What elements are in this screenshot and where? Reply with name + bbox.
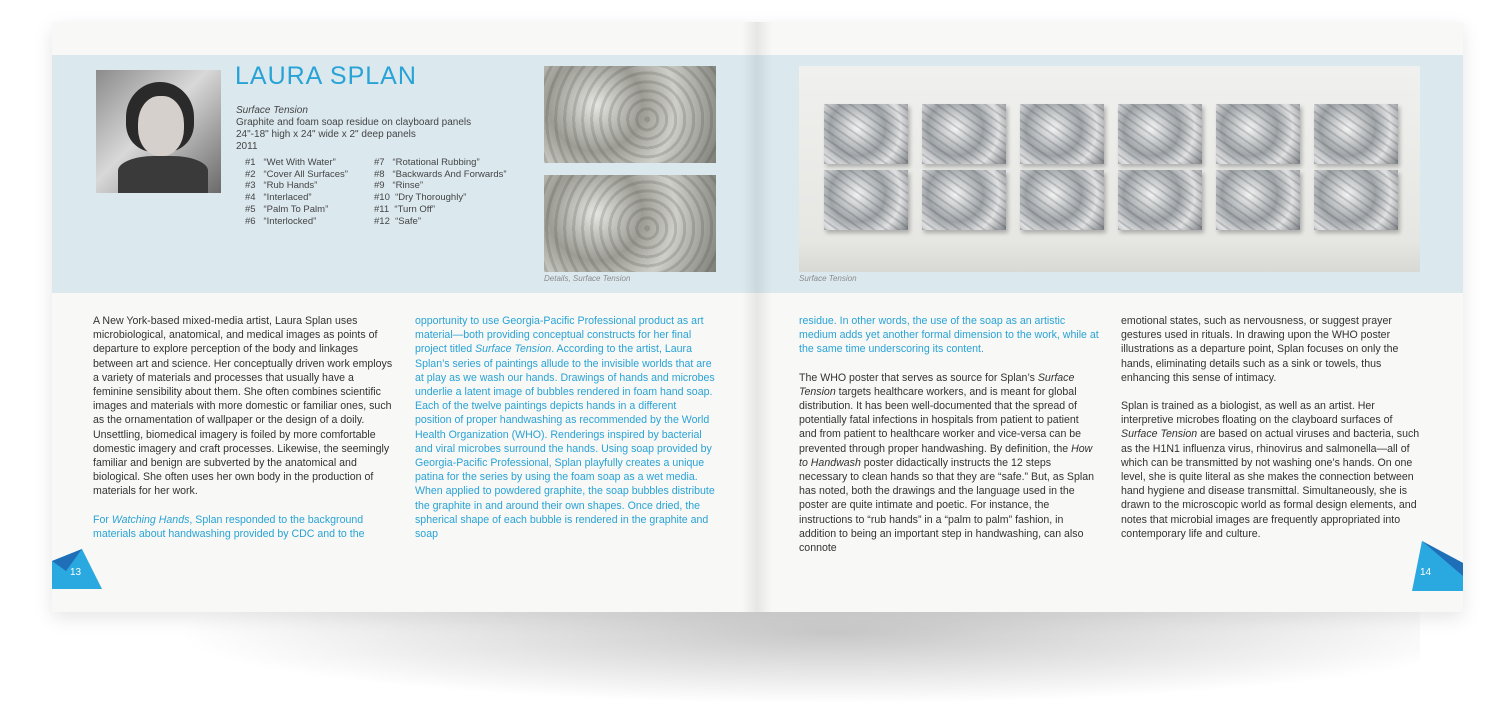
artist-name: LAURA SPLAN xyxy=(235,62,417,90)
artist-portrait xyxy=(96,70,221,193)
paragraph: For Watching Hands, Splan responded to the background materials about handwashing provided by CDC and to the xyxy=(93,513,365,540)
paragraph: A New York-based mixed-media artist, Laura Splan uses microbiological, anatomical, and medical images as points of departure to explore perception of the body and linkages between art and science. Her conceptually driven work employs a variety of materials and processes that usually have a feminine sensibility about them. She often combines scientific images and materials with more domestic or familiar ones, such as the ornamentation of wallpaper or the design of a doily. Unsettling, biomedical imagery is foiled by more comfortable domestic imagery and craft processes. Likewise, the seemingly familiar and benign are subverted by the anatomical and biological. She often uses her own body in the production of materials for her work. xyxy=(93,315,393,498)
portrait-face xyxy=(138,96,184,156)
installation-caption: Surface Tension xyxy=(799,274,857,283)
panel-list-left xyxy=(245,157,348,227)
page-number-right: 14 xyxy=(1420,567,1432,578)
artwork-panel xyxy=(1314,170,1398,230)
panel-list-right xyxy=(374,157,507,227)
book-spread xyxy=(52,22,1463,612)
artwork-panel xyxy=(824,104,908,164)
artwork-info xyxy=(236,105,471,153)
page-number-left: 13 xyxy=(70,567,82,578)
panel-title: #7 “Rotational Rubbing” xyxy=(374,157,480,168)
artwork-panel xyxy=(1118,104,1202,164)
text-column-1 xyxy=(93,314,393,541)
work-dimensions: 24"-18" high x 24" wide x 2" deep panels xyxy=(236,129,416,140)
artwork-panel xyxy=(1216,104,1300,164)
text-column-2 xyxy=(415,314,715,541)
paragraph: emotional states, such as nervousness, or suggest prayer gestures used in rituals. In drawing upon the WHO poster illustrations as a departure point, Splan focuses on only the hands, eliminating details such as a sink or towels, thus enhancing this sense of intimacy. xyxy=(1121,315,1399,384)
text-column-3 xyxy=(799,314,1099,555)
detail-image-bottom xyxy=(544,175,716,272)
work-title: Surface Tension xyxy=(236,105,308,116)
paragraph: opportunity to use Georgia-Pacific Professional product as art material—both providing conceptual constructs for her final project titled Surface Tension. According to the artist, Laura Splan’s series of paintings allude to the invisible worlds that are at play as we wash our hands. Drawings of hands and microbes underlie a latent image of bubbles rendered in foam hand soap. Each of the twelve paintings depicts hands in a different position of proper handwashing as recommended by the World Health Organization (WHO). Renderings inspired by bacterial and viral microbes surround the hands. Using soap provided by Georgia-Pacific Professional, Splan playfully creates a unique patina for the series by using the foam soap as a wet media. When applied to powdered graphite, the soap bubbles distribute the graphite in and around their own shapes. Once dried, the spherical shape of each bubble is rendered in the graphite and soap xyxy=(415,315,715,541)
paragraph: The WHO poster that serves as source for Splan’s Surface Tension targets healthcare workers, and is meant for global distribution. It has been well-documented that the spread of potentially fatal infections in hospitals from patient to patient and from patient to healthcare worker and vice-versa can be prevented through proper handwashing. By definition, the How to Handwash poster didactically instructs the 12 steps necessary to clean hands so that they are “safe.” But, as Splan has noted, both the drawings and the language used in the poster are quite intimate and poetic. For instance, the instructions to “rub hands” in a “palm to palm” fashion, in addition to being an important step in handwashing, can also connote xyxy=(799,371,1095,555)
book-shadow xyxy=(120,600,1420,710)
artwork-panel xyxy=(922,170,1006,230)
paragraph: residue. In other words, the use of the soap as an artistic medium adds yet another formal dimension to the work, while at the same time underscoring its content. xyxy=(799,315,1099,356)
installation-photo xyxy=(799,66,1420,272)
artwork-panel xyxy=(824,170,908,230)
work-year: 2011 xyxy=(236,141,258,152)
panel-title: #11 “Turn Off” xyxy=(374,203,436,215)
panel-title: #6 “Interlocked” xyxy=(245,215,317,227)
paragraph: Splan is trained as a biologist, as well as an artist. Her interpretive microbes floating on the clayboard surfaces of Surface Tension are based on actual viruses and bacteria, such as the H1N1 influenza virus, rhinovirus and salmonella—all of which can be transmitted by not washing one’s hands. On one level, she is quite literal as she makes the connection between hand hygiene and disease transmittal. Simultaneously, she is drawn to the microscopic world as formal design elements, and notes that microbial images are frequently appropriated into contemporary life and culture. xyxy=(1121,400,1420,540)
artwork-panel xyxy=(1118,170,1202,230)
page-corner-right xyxy=(1412,541,1463,591)
work-medium: Graphite and foam soap residue on clayboard panels xyxy=(236,117,472,128)
artwork-panel xyxy=(1020,104,1104,164)
panel-title: #4 “Interlaced” xyxy=(245,192,312,204)
artwork-panel xyxy=(1314,104,1398,164)
panel-title: #8 “Backwards And Forwards” xyxy=(374,168,507,180)
panel-title: #9 “Rinse” xyxy=(374,180,424,192)
panel-title: #12 “Safe” xyxy=(374,215,421,227)
panel-title: #10 “Dry Thoroughly” xyxy=(374,192,467,204)
panel-title: #5 “Palm To Palm” xyxy=(245,203,329,215)
panel-title: #3 “Rub Hands” xyxy=(245,180,318,192)
artwork-panel xyxy=(922,104,1006,164)
book-gutter xyxy=(742,22,772,612)
portrait-body xyxy=(118,156,208,193)
artwork-panel xyxy=(1020,170,1104,230)
panel-title: #2 “Cover All Surfaces” xyxy=(245,168,348,180)
detail-image-top xyxy=(544,66,716,163)
text-column-4 xyxy=(1121,314,1427,541)
artwork-panel xyxy=(1216,170,1300,230)
details-caption: Details, Surface Tension xyxy=(544,274,631,283)
panel-title: #1 “Wet With Water” xyxy=(245,157,336,168)
